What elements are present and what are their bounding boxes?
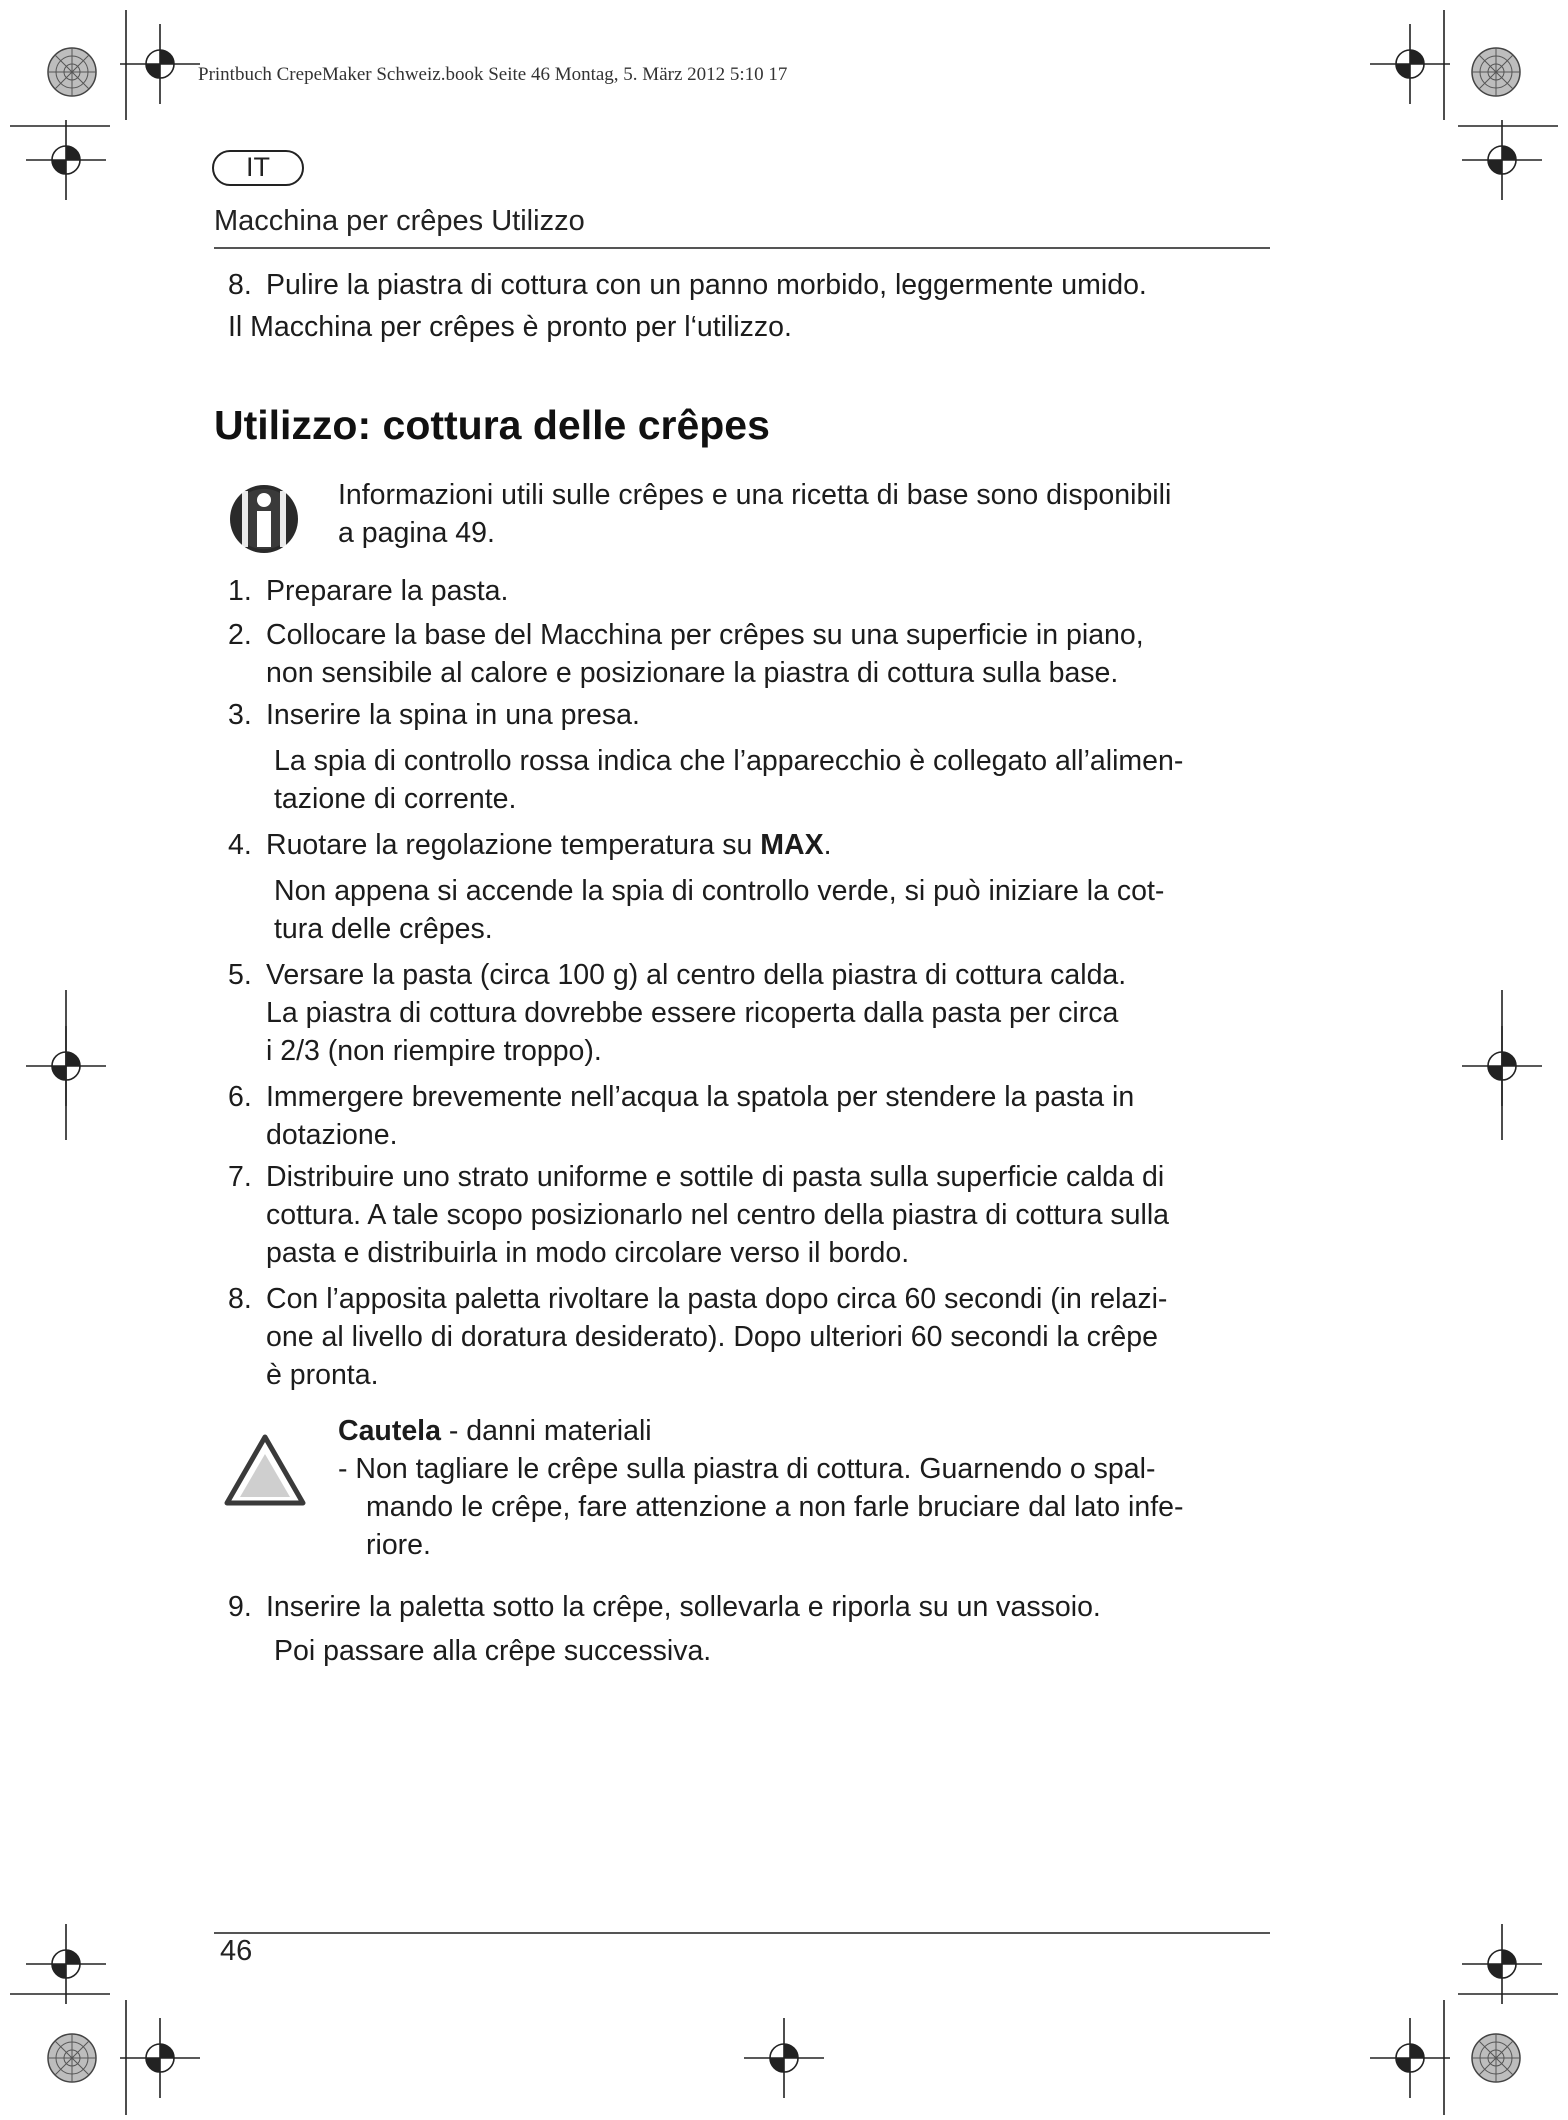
intro-step-text: Pulire la piastra di cottura con un panno morbido, leggermente umido. (266, 269, 1147, 301)
step-9-note: Poi passare alla crêpe successiva. (274, 1635, 712, 1667)
crosshair-top-right (1370, 24, 1450, 104)
language-badge: IT (212, 150, 304, 186)
step-3-note: La spia di controllo rossa indica che l’apparecchio è collegato all’alimen- tazione di corrente. (274, 745, 1184, 815)
header-rule (214, 247, 1270, 249)
print-slug: Printbuch CrepeMaker Schweiz.book Seite 46 Montag, 5. März 2012 5:10 17 (198, 64, 788, 85)
step-4-note: Non appena si accende la spia di controllo verde, si può iniziare la cot- tura delle crêpes. (274, 875, 1165, 945)
crosshair-bottom-center (744, 2018, 824, 2098)
intro-note: Il Macchina per crêpes è pronto per l‘utilizzo. (228, 311, 792, 343)
info-note: Informazioni utili sulle crêpes e una ricetta di base sono disponibili a pagina 49. (338, 479, 1172, 549)
color-star-top-left (48, 48, 96, 96)
crosshair-right-top (1462, 120, 1542, 200)
warning-triangle-icon (224, 1434, 306, 1506)
footer-rule (214, 1932, 1270, 1934)
crosshair-bottom-right (1370, 2018, 1450, 2098)
info-icon (228, 483, 300, 555)
color-star-bottom-left (48, 2034, 96, 2082)
color-star-bottom-right (1472, 2034, 1520, 2082)
crosshair-top-left (120, 24, 200, 104)
section-header: Macchina per crêpes Utilizzo (214, 205, 585, 237)
max-setting: MAX (760, 829, 824, 861)
crosshair-left-top (26, 120, 106, 200)
page-number: 46 (220, 1935, 253, 1967)
caution-block: Cautela - danni materiali - Non tagliare le crêpe sulla piastra di cottura. Guarnendo o spal- mando le crêpe, fare attenzione a non farle bruciare dal lato infe- riore. (338, 1415, 1184, 1561)
crosshair-bottom-left (120, 2018, 200, 2098)
caution-heading: Cautela (338, 1415, 441, 1447)
crosshair-left-bottom (26, 1924, 106, 2004)
page-title: Utilizzo: cottura delle crêpes (214, 402, 770, 448)
color-star-top-right (1472, 48, 1520, 96)
intro-step-number: 8. (228, 269, 252, 301)
crosshair-right-bottom (1462, 1924, 1542, 2004)
